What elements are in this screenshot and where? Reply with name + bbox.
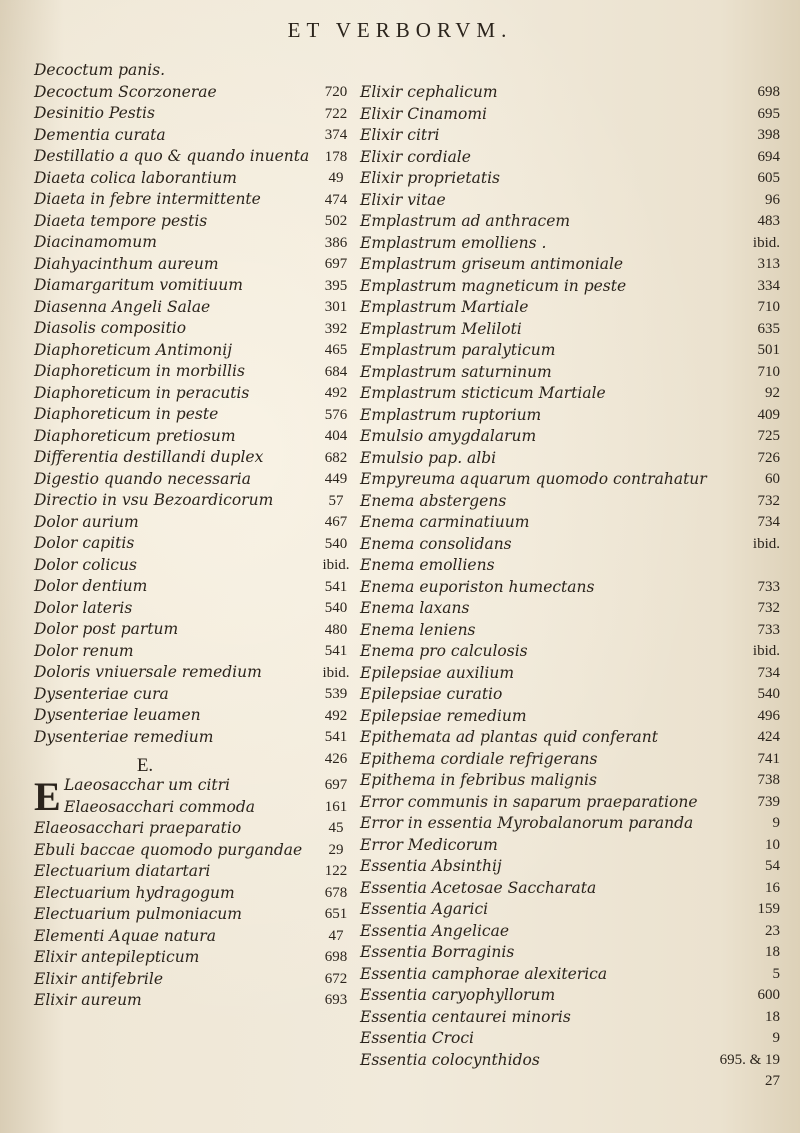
index-entry	[34, 189, 324, 211]
entry-term: Diamargaritum vomitiuum	[34, 276, 243, 294]
entry-term: Emplastrum Meliloti	[360, 319, 522, 338]
entry-term: Emulsio pap. albi	[360, 448, 497, 467]
index-entry	[34, 297, 324, 319]
entry-term: Elixir antifebrile	[34, 969, 164, 988]
index-entry	[34, 727, 324, 749]
page-number: 465	[324, 342, 348, 358]
page-reference: 733	[757, 621, 780, 638]
index-entry	[34, 232, 324, 254]
page-reference: 738	[757, 772, 780, 788]
index-entry	[360, 319, 780, 341]
page-number: 678	[324, 884, 348, 901]
page-reference: 483	[757, 213, 780, 229]
entry-term: Dolor renum	[34, 641, 134, 660]
entry-term: Elementi Aquae natura	[34, 926, 216, 945]
index-entry	[34, 947, 324, 969]
entry-term: Decoctum Scorzonerae	[34, 82, 217, 101]
page-reference: 5	[772, 965, 780, 982]
page-number: 697	[324, 256, 348, 272]
index-entry	[360, 921, 780, 943]
index-entry	[34, 125, 324, 147]
index-entry	[34, 404, 324, 426]
page-number: 47	[328, 927, 344, 944]
entry-term: Essentia Agarici	[360, 900, 489, 918]
page-reference: 16	[765, 879, 780, 896]
index-entry	[360, 190, 780, 212]
page-reference: 18	[765, 944, 780, 960]
page-number: 474	[324, 191, 348, 208]
index-entry	[360, 792, 780, 814]
page-reference: 733	[757, 578, 780, 595]
index-entry	[34, 533, 324, 555]
page-number: 426	[324, 750, 348, 767]
index-entry	[360, 340, 780, 362]
page-number: 392	[324, 320, 348, 337]
entry-term: Desinitio Pestis	[34, 104, 155, 122]
index-entry	[34, 318, 324, 340]
entry-term: Essentia Acetosae Saccharata	[360, 878, 597, 897]
entry-term: Electuarium diatartari	[34, 862, 211, 880]
page-reference: 424	[757, 729, 780, 745]
index-entry	[34, 662, 324, 684]
entry-term: Destillatio a quo & quando inuenta	[34, 147, 310, 165]
index-entry	[34, 490, 324, 512]
entry-term: Essentia caryophyllorum	[360, 986, 556, 1004]
entry-term: Enema consolidans	[360, 534, 512, 553]
index-entry	[34, 82, 324, 104]
entry-term: Emplastrum saturninum	[360, 362, 552, 381]
index-entry	[34, 619, 324, 641]
page-reference: 398	[757, 127, 780, 143]
index-entry	[34, 861, 324, 883]
entry-term: Enema pro calculosis	[360, 642, 528, 660]
index-entry	[360, 577, 780, 599]
entry-term: Electuarium pulmoniacum	[34, 905, 242, 923]
entry-term: Dolor aurium	[34, 512, 139, 531]
entry-term: Dolor capitis	[34, 534, 135, 552]
page-reference: 23	[765, 922, 780, 939]
index-entry	[34, 576, 324, 598]
entry-term: Error in essentia Myrobalanorum paranda	[360, 814, 694, 832]
index-entry	[360, 942, 780, 964]
page-reference: 92	[765, 385, 780, 401]
entry-term: Dysenteriae leuamen	[34, 706, 201, 724]
index-entry	[360, 620, 780, 642]
entry-term: Empyreuma aquarum quomodo contrahatur	[360, 470, 707, 488]
index-entry	[34, 641, 324, 663]
index-entry	[360, 727, 780, 749]
page-number: 467	[324, 514, 348, 530]
entry-term: Diaeta in febre intermittente	[34, 190, 261, 208]
index-entry	[34, 883, 324, 905]
entry-term: Directio in vsu Bezoardicorum	[34, 491, 274, 509]
entry-term: Essentia Absinthij	[360, 857, 502, 875]
page-number: 684	[324, 363, 348, 380]
entry-term: Enema abstergens	[360, 491, 507, 510]
entry-term: Elixir antepilepticum	[34, 948, 200, 966]
index-entry	[34, 926, 324, 948]
entry-term: Diaphoreticum in peste	[34, 405, 219, 423]
index-entry	[360, 233, 780, 255]
entry-term: Differentia destillandi duplex	[34, 448, 264, 466]
page-reference: 10	[765, 836, 780, 853]
page-number: 722	[324, 105, 348, 122]
index-entry	[360, 448, 780, 470]
index-entry	[34, 840, 324, 862]
entry-term: Enema carminatiuum	[360, 513, 530, 531]
entry-term: Elixir citri	[360, 126, 440, 144]
page-number: 45	[328, 820, 344, 836]
page-reference: 698	[757, 84, 780, 100]
page-number: 720	[324, 84, 348, 100]
section-letter: E.	[136, 755, 154, 776]
page-reference: 741	[757, 750, 780, 767]
index-entry	[360, 383, 780, 405]
index-entry	[360, 1028, 780, 1050]
entry-term: Elaeosacchari commoda	[64, 797, 255, 816]
index-entry	[360, 426, 780, 448]
page-reference: 313	[757, 256, 780, 272]
entry-term: Diasenna Angeli Salae	[34, 297, 211, 316]
page-number: 698	[324, 949, 348, 965]
entry-term: Emulsio amygdalarum	[360, 427, 537, 445]
index-entry	[34, 168, 324, 190]
index-entry	[360, 405, 780, 427]
page-reference: ibid.	[752, 643, 780, 659]
page-number: 672	[324, 970, 348, 987]
index-entry	[360, 211, 780, 233]
entry-term: Dolor colicus	[34, 555, 137, 574]
entry-term: Dementia curata	[34, 125, 166, 144]
entry-term: Epithema cordiale refrigerans	[360, 749, 598, 768]
page-number: 541	[324, 729, 348, 745]
page-number: ibid.	[322, 557, 350, 573]
entry-term: Diaeta colica laborantium	[34, 168, 237, 187]
page-number: 301	[324, 299, 348, 315]
index-entry	[34, 103, 324, 125]
entry-term: Epilepsiae auxilium	[360, 663, 515, 682]
page-reference: 54	[765, 858, 780, 874]
index-entry	[360, 663, 780, 685]
index-entry	[360, 469, 780, 491]
entry-term: Diaphoreticum Antimonij	[34, 340, 233, 359]
entry-term: Emplastrum Martiale	[360, 298, 529, 316]
page-reference: ibid.	[752, 234, 780, 251]
index-entry	[34, 990, 324, 1012]
page-number: 374	[324, 127, 348, 143]
entry-term: Ebuli baccae quomodo purgandae	[34, 840, 303, 859]
index-entry	[360, 276, 780, 298]
index-entry	[34, 598, 324, 620]
index-entry	[360, 835, 780, 857]
page-number: 395	[324, 277, 348, 294]
index-entry	[34, 797, 324, 819]
entry-term: Elaeosacchari praeparatio	[34, 819, 242, 837]
entry-term: Emplastrum emolliens .	[360, 233, 547, 252]
page-number: 178	[324, 148, 348, 165]
index-entry	[360, 555, 780, 577]
page-number: 492	[324, 385, 348, 401]
page-reference: 27	[765, 1073, 780, 1089]
entry-term: Essentia Angelicae	[360, 921, 510, 940]
index-entry	[360, 362, 780, 384]
page-number: 49	[328, 170, 344, 186]
page-reference: 732	[757, 600, 780, 616]
page-number: 539	[324, 686, 348, 702]
page-number: 540	[324, 535, 348, 552]
page-reference: 496	[757, 707, 780, 724]
entry-term: Doloris vniuersale remedium	[34, 663, 262, 681]
entry-term: Emplastrum griseum antimoniale	[360, 255, 624, 273]
page-number: 541	[324, 578, 348, 595]
index-entry	[34, 555, 324, 577]
entry-term: Essentia centaurei minoris	[360, 1007, 571, 1026]
page-reference: 96	[765, 191, 780, 208]
index-entry	[34, 469, 324, 491]
page-reference: 501	[757, 342, 780, 358]
entry-term: Essentia Croci	[360, 1029, 474, 1047]
page-number: 651	[324, 906, 348, 922]
entry-term: Diasolis compositio	[34, 319, 187, 337]
page-number: 404	[324, 428, 348, 444]
entry-term: Dolor dentium	[34, 577, 148, 595]
entry-term: Diaphoreticum in peracutis	[34, 383, 250, 402]
page-reference: 732	[757, 492, 780, 509]
entry-term: Digestio quando necessaria	[34, 469, 251, 488]
entry-term: Enema euporiston humectans	[360, 577, 595, 596]
index-entry	[360, 598, 780, 620]
index-entry	[34, 969, 324, 991]
page-number: 492	[324, 707, 348, 724]
index-entry	[360, 706, 780, 728]
left-column-e-entries	[34, 775, 324, 1012]
page-number: 576	[324, 406, 348, 423]
index-entry	[360, 770, 780, 792]
page-number: 122	[324, 863, 348, 879]
index-entry	[360, 147, 780, 169]
index-entry	[360, 899, 780, 921]
page-number: 693	[324, 992, 348, 1008]
page-reference: 725	[757, 428, 780, 444]
page-reference: 540	[757, 686, 780, 702]
index-entry	[360, 512, 780, 534]
entry-term: Diahyacinthum aureum	[34, 254, 219, 273]
entry-term: Dolor post partum	[34, 620, 179, 638]
page-reference: 60	[765, 471, 780, 487]
index-entry	[34, 426, 324, 448]
entry-term: Diacinamomum	[34, 233, 157, 251]
index-entry	[360, 82, 780, 104]
page-reference: 605	[757, 170, 780, 186]
index-entry	[360, 684, 780, 706]
dropcap-letter: E	[34, 774, 61, 819]
page-number: 541	[324, 643, 348, 659]
index-entry	[360, 964, 780, 986]
index-entry	[360, 878, 780, 900]
entry-term: Enema emolliens	[360, 556, 495, 574]
left-page-numbers	[312, 82, 360, 770]
entry-term: Error Medicorum	[360, 835, 498, 854]
page-number: 449	[324, 471, 348, 487]
page-reference: 694	[757, 148, 780, 165]
entry-term: Elixir Cinamomi	[360, 104, 487, 123]
index-entry	[360, 856, 780, 878]
entry-term: Emplastrum ruptorium	[360, 405, 542, 424]
index-entry	[34, 60, 324, 82]
index-entry	[34, 512, 324, 534]
index-entry	[34, 775, 324, 797]
entry-term: Elixir aureum	[34, 991, 142, 1009]
page-reference: 9	[772, 815, 780, 831]
page-reference: 734	[757, 664, 780, 681]
index-entry	[360, 254, 780, 276]
page-reference: 334	[757, 277, 780, 294]
page-reference: 159	[757, 901, 780, 917]
entry-term: Enema leniens	[360, 620, 476, 639]
entry-term: Dysenteriae remedium	[34, 727, 214, 746]
page-number: 502	[324, 213, 348, 229]
entry-term: Essentia Borraginis	[360, 943, 515, 961]
index-entry	[34, 383, 324, 405]
entry-term: Laeosacchar um citri	[64, 776, 230, 794]
page-number: 682	[324, 449, 348, 466]
index-entry	[34, 146, 324, 168]
entry-term: Essentia camphorae alexiterica	[360, 964, 608, 983]
entry-term: Epilepsiae remedium	[360, 706, 527, 725]
running-head: ET VERBORVM.	[287, 18, 513, 42]
page-reference: 695	[757, 105, 780, 122]
page-reference: 9	[772, 1030, 780, 1046]
index-entry	[360, 125, 780, 147]
entry-term: Elixir proprietatis	[360, 169, 500, 187]
page-reference: ibid.	[752, 535, 780, 552]
page-reference: 734	[757, 514, 780, 530]
page-reference: 695. & 19	[719, 1051, 780, 1068]
entry-term: Essentia colocynthidos	[360, 1050, 540, 1069]
index-entry	[360, 813, 780, 835]
page-number: ibid.	[322, 664, 350, 681]
page-number: 697	[324, 777, 348, 793]
index-entry	[360, 749, 780, 771]
entry-term: Epithema in febribus malignis	[360, 771, 597, 789]
index-entry	[34, 904, 324, 926]
index-entry	[360, 297, 780, 319]
index-entry	[360, 641, 780, 663]
entry-term: Diaphoreticum in morbillis	[34, 362, 245, 380]
page-reference: 409	[757, 406, 780, 423]
index-entry	[360, 168, 780, 190]
left-e-page-numbers	[312, 775, 360, 1012]
entry-term: Epilepsiae curatio	[360, 685, 503, 703]
page-number: 29	[328, 841, 344, 858]
index-entry	[34, 361, 324, 383]
page-number: 386	[324, 234, 348, 251]
index-entry	[34, 211, 324, 233]
page-number: 57	[328, 492, 344, 509]
page-reference: 710	[757, 363, 780, 380]
page-number: 161	[324, 798, 348, 815]
entry-term: Emplastrum magneticum in peste	[360, 276, 627, 295]
right-column-entries	[360, 82, 780, 1093]
entry-term: Emplastrum sticticum Martiale	[360, 384, 606, 402]
index-entry	[34, 818, 324, 840]
index-entry	[34, 447, 324, 469]
left-column-d-entries	[34, 60, 324, 748]
entry-term: Dolor lateris	[34, 598, 133, 617]
entry-term: Elixir vitae	[360, 190, 446, 209]
entry-term: Dysenteriae cura	[34, 684, 169, 703]
entry-term: Elixir cordiale	[360, 147, 471, 166]
index-entry	[34, 340, 324, 362]
page-number: 480	[324, 621, 348, 638]
page-reference: 18	[765, 1008, 780, 1025]
index-entry	[360, 534, 780, 556]
index-entry	[34, 684, 324, 706]
index-entry	[34, 705, 324, 727]
entry-term: Emplastrum paralyticum	[360, 341, 556, 359]
page-reference: 710	[757, 299, 780, 315]
page-number: 540	[324, 600, 348, 616]
page-reference: 739	[757, 793, 780, 810]
page-reference: 726	[757, 449, 780, 466]
entry-term: Error communis in saparum praeparatione	[360, 792, 698, 811]
entry-term: Epithemata ad plantas quid conferant	[360, 728, 658, 746]
entry-term: Enema laxans	[360, 599, 470, 617]
index-entry	[360, 1071, 780, 1093]
index-entry	[360, 985, 780, 1007]
page-reference: 635	[757, 320, 780, 337]
page-reference: 600	[757, 987, 780, 1003]
index-entry	[360, 1050, 780, 1072]
entry-term: Electuarium hydragogum	[34, 883, 235, 902]
index-entry	[34, 254, 324, 276]
entry-term: Elixir cephalicum	[360, 83, 498, 101]
entry-term: Emplastrum ad anthracem	[360, 212, 571, 230]
index-entry	[360, 1007, 780, 1029]
index-entry	[360, 491, 780, 513]
index-entry	[34, 275, 324, 297]
entry-term: Decoctum panis.	[34, 61, 166, 79]
entry-term: Diaeta tempore pestis	[34, 211, 208, 230]
entry-term: Diaphoreticum pretiosum	[34, 426, 236, 445]
index-entry	[360, 104, 780, 126]
